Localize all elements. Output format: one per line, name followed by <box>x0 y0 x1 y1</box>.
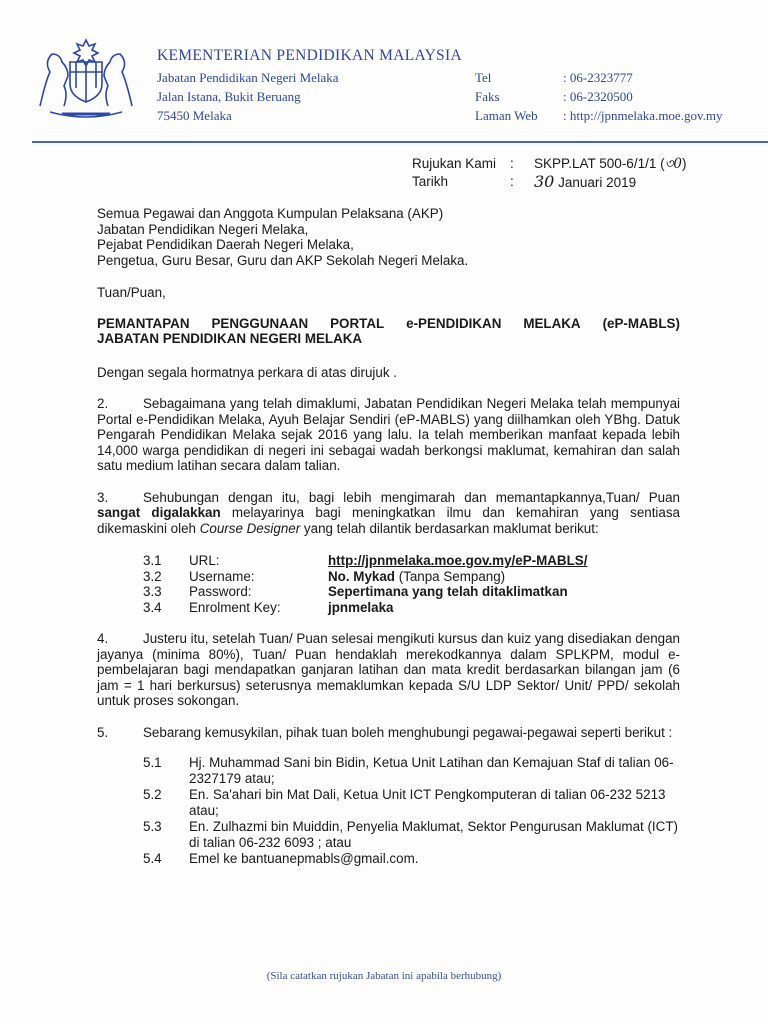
ministry-name: KEMENTERIAN PENDIDIKAN MALAYSIA <box>157 47 462 64</box>
city-address: 75450 Melaka <box>157 108 232 123</box>
subject-word: PEMANTAPAN <box>97 315 190 331</box>
paragraph-text: Sebarang kemusykilan, pihak tuan boleh menghubungi pegawai-pegawai seperti berikut : <box>143 724 673 740</box>
letter-body <box>97 206 680 868</box>
item-number: 3.3 <box>143 584 162 599</box>
item-text: En. Sa'ahari bin Mat Dali, Ketua Unit ICT Pengkomputeran di talian 06-232 5213 atau; <box>189 787 666 818</box>
coat-of-arms-logo <box>32 36 140 120</box>
address-block <box>157 68 339 125</box>
fax-value: : 06-2320500 <box>563 89 633 104</box>
date-value <box>534 173 636 191</box>
recipient-line: Semua Pegawai dan Anggota Kumpulan Pelaksana (AKP) <box>97 206 444 221</box>
letterhead <box>0 0 768 150</box>
subject-word: MELAKA <box>523 315 581 331</box>
item-value: Sepertimana yang telah ditaklimatkan <box>328 584 568 599</box>
access-details-list <box>143 553 680 615</box>
list-item <box>143 584 680 600</box>
subject <box>97 316 680 347</box>
item-number: 3.4 <box>143 599 162 615</box>
street-address: Jalan Istana, Bukit Beruang <box>157 89 301 104</box>
item-value: jpnmelaka <box>328 599 394 615</box>
tel-value: : 06-2323777 <box>563 70 633 85</box>
web-label: Laman Web <box>475 108 538 123</box>
list-item <box>143 600 680 616</box>
ref-value <box>534 155 686 173</box>
paragraph-4 <box>97 631 680 709</box>
recipient-line: Pengetua, Guru Besar, Guru dan AKP Sekolah Negeri Melaka. <box>97 252 469 268</box>
subject-line-2: JABATAN PENDIDIKAN NEGERI MELAKA <box>97 331 363 346</box>
paragraph-3 <box>97 490 680 537</box>
recipients <box>97 206 680 268</box>
item-note: (Tanpa Sempang) <box>394 568 506 584</box>
item-key: Username: <box>189 568 255 584</box>
department-name: Jabatan Pendidikan Negeri Melaka <box>157 70 339 85</box>
subject-word: (eP-MABLS) <box>602 315 680 331</box>
tel-label: Tel <box>475 70 492 85</box>
paragraph-number: 4. <box>97 631 109 646</box>
ref-close: ) <box>681 156 687 171</box>
ref-handwritten: ৩0 <box>664 156 682 172</box>
item-text: Hj. Muhammad Sani bin Bidin, Ketua Unit Latihan dan Kemajuan Staf di talian 06-2327179 atau; <box>189 755 674 786</box>
recipient-line: Jabatan Pendidikan Negeri Melaka, <box>97 221 309 237</box>
contact-block <box>475 68 722 125</box>
ref-label: Rujukan Kami <box>412 156 497 171</box>
subject-word: PORTAL <box>330 315 385 331</box>
paragraph-text: Sehubungan dengan itu, bagi lebih mengimarah dan memantapkannya,Tuan/ Puan <box>143 489 680 505</box>
contacts-list <box>143 755 680 867</box>
paragraph-text: yang telah dilantik berdasarkan maklumat berikut: <box>300 520 599 536</box>
paragraph-text: Sebagaimana yang telah dimaklumi, Jabatan Pendidikan Negeri Melaka telah mempunyai Portal e-Pendidikan Melaka, Ayuh Belajar Sendiri (eP-MABLS) yang diilhamkan oleh YBhg. Datuk Pengarah Pendidikan Melaka sejak 2016 yang lalu. Ia telah memberikan manfaat kepada lebih 14,000 warga pendidikan di negeri ini sebagai wadah berkongsi maklumat, kemahiran dan salah satu medium latihan secara dalam talian. <box>97 396 680 473</box>
item-text: Emel ke bantuanepmabls@gmail.com. <box>189 851 419 866</box>
emphasis-text: sangat digalakkan <box>97 505 221 520</box>
date-month-year: Januari 2019 <box>558 175 637 190</box>
item-number: 5.3 <box>143 819 162 834</box>
item-value: No. Mykad <box>328 568 395 584</box>
paragraph-number: 5. <box>97 724 109 740</box>
item-number: 5.1 <box>143 755 162 770</box>
fax-label: Faks <box>475 89 500 104</box>
subject-line-1 <box>97 316 680 332</box>
date-colon: : <box>510 174 514 189</box>
ref-number: SKPP.LAT 500-6/1/1 ( <box>534 156 665 171</box>
item-key: Enrolment Key: <box>189 599 281 615</box>
web-value: : http://jpnmelaka.moe.gov.my <box>563 108 723 123</box>
date-day-handwritten: 30 <box>534 172 555 191</box>
header-divider <box>32 141 768 143</box>
salutation: Tuan/Puan, <box>97 285 166 300</box>
paragraph-text: melayarinya bagi meningkatkan ilmu dan kemahiran yang sentiasa dikemaskini oleh <box>97 505 680 536</box>
intro-paragraph: Dengan segala hormatnya perkara di atas dirujuk . <box>97 364 397 380</box>
list-item <box>143 553 680 569</box>
item-text: En. Zulhazmi bin Muiddin, Penyelia Maklumat, Sektor Pengurusan Maklumat (ICT) di talian 06-232 6093 ; atau <box>189 819 678 850</box>
ref-colon: : <box>510 156 514 171</box>
paragraph-5 <box>97 725 680 741</box>
paragraph-number: 3. <box>97 489 109 505</box>
item-number: 5.2 <box>143 787 162 802</box>
subject-word: e-PENDIDIKAN <box>406 315 502 331</box>
date-label: Tarikh <box>412 174 449 189</box>
italic-text: Course Designer <box>199 520 301 536</box>
footer-note: (Sila catatkan rujukan Jabatan ini apabila berhubung) <box>266 970 502 982</box>
recipient-line: Pejabat Pendidikan Daerah Negeri Melaka, <box>97 237 354 252</box>
reference-block <box>412 155 686 191</box>
item-number: 3.2 <box>143 568 162 584</box>
item-number: 3.1 <box>143 553 162 568</box>
paragraph-number: 2. <box>97 396 109 411</box>
item-key: Password: <box>189 584 252 599</box>
portal-url-link[interactable]: http://jpnmelaka.moe.gov.my/eP-MABLS/ <box>328 553 588 568</box>
subject-word: PENGGUNAAN <box>211 315 309 331</box>
list-item <box>143 787 680 818</box>
item-key: URL: <box>189 553 220 568</box>
item-number: 5.4 <box>143 851 162 866</box>
paragraph-2 <box>97 396 680 474</box>
list-item <box>143 569 680 585</box>
paragraph-text: Justeru itu, setelah Tuan/ Puan selesai mengikuti kursus dan kuiz yang disediakan dengan jayanya (minima 80%), Tuan/ Puan hendaklah merekodkannya dalam SPLKPM, modul e-pembelajaran bagi mendapatkan ganjaran latihan dan mata kredit berdasarkan bilangan jam (6 jam = 1 hari berkursus) seterusnya memaklumkan kepada S/U LDP Sektor/ Unit/ PPD/ sekolah untuk proses sokongan. <box>97 631 680 708</box>
list-item <box>143 851 680 867</box>
list-item <box>143 819 680 850</box>
list-item <box>143 755 680 786</box>
